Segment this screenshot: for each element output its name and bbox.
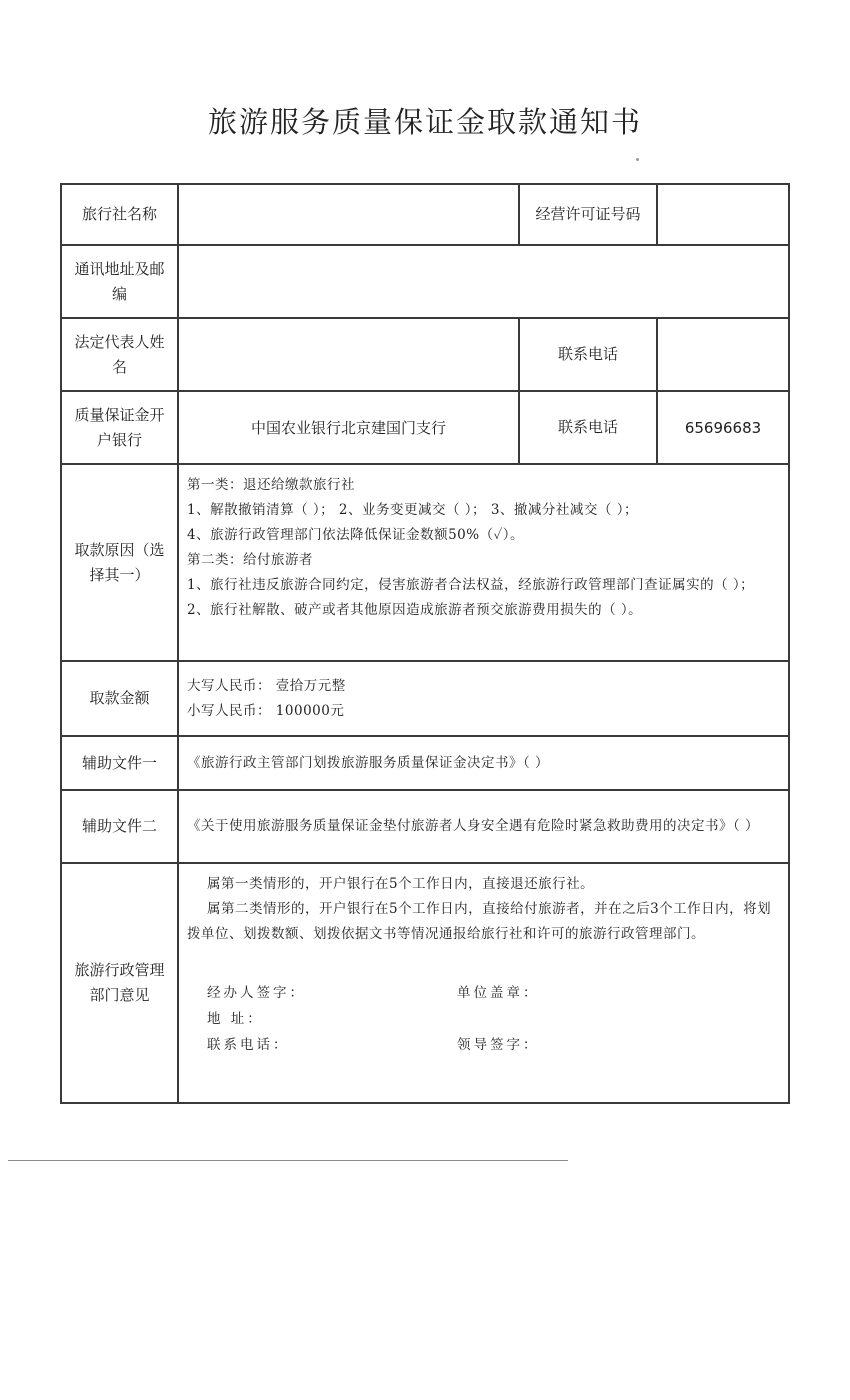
row-agency-name	[61, 184, 789, 245]
opinion-para-1: 属第一类情形的，开户银行在5个工作日内，直接退还旅行社。	[207, 876, 595, 892]
row-doc2	[61, 790, 789, 863]
amount-lower-line	[187, 699, 778, 724]
reason-category-1-option-4: 4、旅游行政管理部门依法降低保证金数额50%（✓）。	[187, 527, 525, 543]
withdrawal-form-table	[60, 183, 790, 1104]
reason-category-1-heading: 第一类：退还给缴款旅行社	[187, 477, 355, 493]
signature-block	[187, 981, 778, 1057]
doc2-label: 辅助文件二	[61, 790, 178, 863]
agency-name-label: 旅行社名称	[61, 184, 178, 245]
scan-speck	[636, 158, 639, 161]
amount-upper-line	[187, 674, 778, 699]
opinion-phone-label[interactable]: 联系电话：	[207, 1037, 290, 1053]
row-doc1	[61, 736, 789, 790]
row-amount	[61, 661, 789, 736]
agency-name-field[interactable]	[178, 184, 519, 245]
reason-category-2-heading: 第二类：给付旅游者	[187, 552, 313, 568]
amount-lower-value[interactable]: 100000元	[275, 702, 345, 719]
amount-label: 取款金额	[61, 661, 178, 736]
legal-rep-phone-label: 联系电话	[519, 318, 657, 391]
address-label: 通讯地址及邮编	[61, 245, 178, 318]
doc2-content: 《关于使用旅游服务质量保证金垫付旅游者人身安全遇有危险时紧急救助费用的决定书》（ ）	[178, 790, 789, 863]
opinion-content	[178, 863, 789, 1103]
signature-spacer	[457, 1007, 707, 1031]
address-field[interactable]	[178, 245, 789, 318]
legal-rep-label: 法定代表人姓名	[61, 318, 178, 391]
page-title: 旅游服务质量保证金取款通知书	[207, 105, 642, 139]
legal-rep-field[interactable]	[178, 318, 519, 391]
row-reason	[61, 464, 789, 661]
amount-upper-label: 大写人民币：	[187, 677, 271, 694]
reason-category-1-options: 1、解散撤销清算（ ）； 2、业务变更减交（ ）； 3、撤减分社减交（ ）；	[187, 502, 638, 518]
doc1-content: 《旅游行政主管部门划拨旅游服务质量保证金决定书》（ ）	[178, 736, 789, 790]
license-number-label: 经营许可证号码	[519, 184, 657, 245]
row-opinion	[61, 863, 789, 1103]
bank-phone-field[interactable]: 65696683	[657, 391, 789, 464]
scan-edge-line	[8, 1160, 568, 1161]
amount-upper-value[interactable]: 壹拾万元整	[275, 677, 346, 694]
leader-signature-label[interactable]: 领导签字：	[457, 1037, 540, 1053]
row-bank	[61, 391, 789, 464]
reason-category-2-options: 1、旅行社违反旅游合同约定，侵害旅游者合法权益，经旅游行政管理部门查证属实的（ ）； 2、旅行社解散、破产或者其他原因造成旅游者预交旅游费用损失的（ ）。	[187, 577, 755, 618]
unit-seal-label[interactable]: 单位盖章：	[457, 985, 540, 1001]
bank-label: 质量保证金开户银行	[61, 391, 178, 464]
bank-phone-label: 联系电话	[519, 391, 657, 464]
amount-content	[178, 661, 789, 736]
opinion-address-label[interactable]: 地 址：	[207, 1011, 264, 1027]
handler-signature-label[interactable]: 经办人签字：	[207, 985, 306, 1001]
opinion-label: 旅游行政管理部门意见	[61, 863, 178, 1103]
amount-lower-label: 小写人民币：	[187, 702, 271, 719]
opinion-para-2: 属第二类情形的，开户银行在5个工作日内，直接给付旅游者，并在之后3个工作日内，将划拨单位、划拨数额、划拨依据文书等情况通报给旅行社和许可的旅游行政管理部门。	[187, 901, 772, 942]
reason-label: 取款原因（选择其一）	[61, 464, 178, 661]
row-legal-rep	[61, 318, 789, 391]
row-address	[61, 245, 789, 318]
reason-content	[178, 464, 789, 661]
doc1-label: 辅助文件一	[61, 736, 178, 790]
legal-rep-phone-field[interactable]	[657, 318, 789, 391]
license-number-field[interactable]	[657, 184, 789, 245]
bank-field[interactable]: 中国农业银行北京建国门支行	[178, 391, 519, 464]
